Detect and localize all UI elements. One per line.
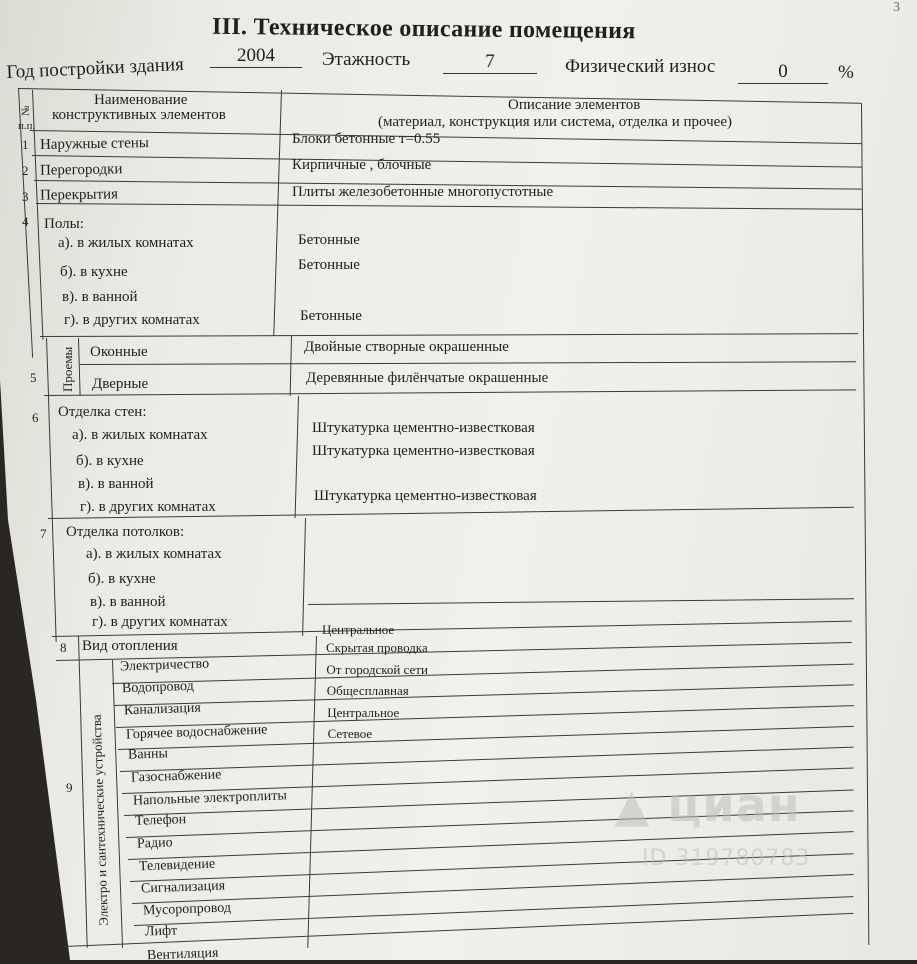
page-number: 3 xyxy=(893,0,900,15)
row-4-no: 4 xyxy=(22,214,29,229)
row-9-item-name: Вентиляция xyxy=(147,945,220,963)
watermark-logo xyxy=(614,778,801,832)
row-5-window: Оконные xyxy=(90,344,148,360)
row-6-name: Отделка стен: xyxy=(58,404,147,420)
row-6-a-desc: Штукатурка цементно-известковая xyxy=(312,420,535,436)
watermark-brand: циан xyxy=(667,778,801,832)
row-9-item-name: Газоснабжение xyxy=(130,767,222,786)
row-9-item-name: Напольные электроплиты xyxy=(132,788,287,809)
row-7-no: 7 xyxy=(40,526,47,541)
row-3-desc: Плиты железобетонные многопустотные xyxy=(292,184,554,200)
row-8-name: Вид отопления xyxy=(82,638,178,654)
row-3-no: 3 xyxy=(22,189,29,204)
row-9-no: 9 xyxy=(66,780,73,795)
row-9-item-name: Ванны xyxy=(128,746,169,763)
row-7-b: б). в кухне xyxy=(88,571,156,587)
row-4-a-desc: Бетонные xyxy=(298,232,360,248)
row-6-b-desc: Штукатурка цементно-известковая xyxy=(312,443,535,459)
wear-value: 0 xyxy=(738,61,828,84)
row-9-item-name: Электричество xyxy=(119,656,210,675)
year-label: Год постройки здания xyxy=(6,53,185,83)
floors-value: 7 xyxy=(443,51,537,74)
row-9-item-name: Канализация xyxy=(123,701,202,719)
row-9-item-desc: Центральное xyxy=(327,704,400,720)
page-title: III. Техническое описание помещения xyxy=(211,13,636,45)
row-6-d: г). в других комнатах xyxy=(80,499,216,515)
col-desc-header-1: Описание элементов xyxy=(508,97,641,113)
row-5-group: Проемы xyxy=(60,346,75,392)
row-5-no: 5 xyxy=(30,370,37,385)
row-6-no: 6 xyxy=(32,410,39,425)
row-9-item-name: Водопровод xyxy=(121,678,195,697)
row-9-item-desc: От городской сети xyxy=(326,661,428,677)
row-7-a: а). в жилых комнатах xyxy=(86,546,222,562)
col-no-abbr: п.п. xyxy=(18,120,36,132)
row-7-name: Отделка потолков: xyxy=(66,524,185,540)
row-6-a: а). в жилых комнатах xyxy=(72,427,208,443)
row-8-desc: Центральное xyxy=(322,622,395,637)
row-4-a: а). в жилых комнатах xyxy=(58,235,194,251)
row-4-d-desc: Бетонные xyxy=(300,308,362,324)
row-6-c: в). в ванной xyxy=(78,476,154,492)
col-desc-header-2: (материал, конструкция или система, отделка и прочее) xyxy=(378,114,732,130)
row-2-name: Перегородки xyxy=(39,161,123,179)
row-2-no: 2 xyxy=(22,163,29,178)
row-9-group: Электро и сантехнические устройства xyxy=(88,714,111,926)
row-4-b-desc: Бетонные xyxy=(298,257,360,273)
col-name-header-1: Наименование xyxy=(94,92,188,108)
row-1-name: Наружные стены xyxy=(39,135,150,153)
row-4-c: в). в ванной xyxy=(62,289,138,305)
row-9-item-desc: Сетевое xyxy=(327,726,373,742)
row-2-desc: Кирпичные , блочные xyxy=(292,157,432,173)
row-9-item-name: Горячее водоснабжение xyxy=(126,722,268,743)
row-6-b: б). в кухне xyxy=(76,453,144,469)
row-9-item-desc: Общесплавная xyxy=(326,683,409,699)
row-5-door-desc: Деревянные филёнчатые окрашенные xyxy=(306,370,549,386)
year-value: 2004 xyxy=(210,45,302,68)
row-1-no: 1 xyxy=(22,137,29,152)
row-6-d-desc: Штукатурка цементно-известковая xyxy=(314,488,537,504)
watermark-id: ID 319780783 xyxy=(642,846,811,871)
row-7-c: в). в ванной xyxy=(90,594,166,610)
row-9-item-desc: Скрытая проводка xyxy=(326,640,428,655)
row-9-item-name: Телевидение xyxy=(138,856,216,875)
row-5-window-desc: Двойные створные окрашенные xyxy=(304,339,509,355)
row-9-item-name: Радио xyxy=(136,834,173,852)
row-7-d: г). в других комнатах xyxy=(92,614,228,630)
row-3-name: Перекрытия xyxy=(39,186,119,204)
row-1-desc: Блоки бетонные т=0.55 xyxy=(292,131,441,147)
watermark-icon: ▲ xyxy=(614,778,651,832)
floors-label: Этажность xyxy=(322,49,411,70)
row-9-item-name: Мусоропровод xyxy=(142,900,232,919)
wear-unit: % xyxy=(838,62,854,83)
row-4-name: Полы: xyxy=(44,216,84,232)
row-9-item-name: Сигнализация xyxy=(140,878,226,897)
row-8-no: 8 xyxy=(60,640,67,655)
col-no-header xyxy=(20,106,32,117)
wear-label: Физический износ xyxy=(565,56,716,77)
row-9-item-name: Лифт xyxy=(144,923,178,940)
col-name-header-2: конструктивных элементов xyxy=(52,107,226,123)
row-4-d: г). в других комнатах xyxy=(64,312,200,328)
row-9-item-name: Телефон xyxy=(134,812,187,830)
row-4-b: б). в кухне xyxy=(60,264,128,280)
col-no-symbol: № xyxy=(20,105,32,116)
row-5-door: Дверные xyxy=(92,376,149,392)
